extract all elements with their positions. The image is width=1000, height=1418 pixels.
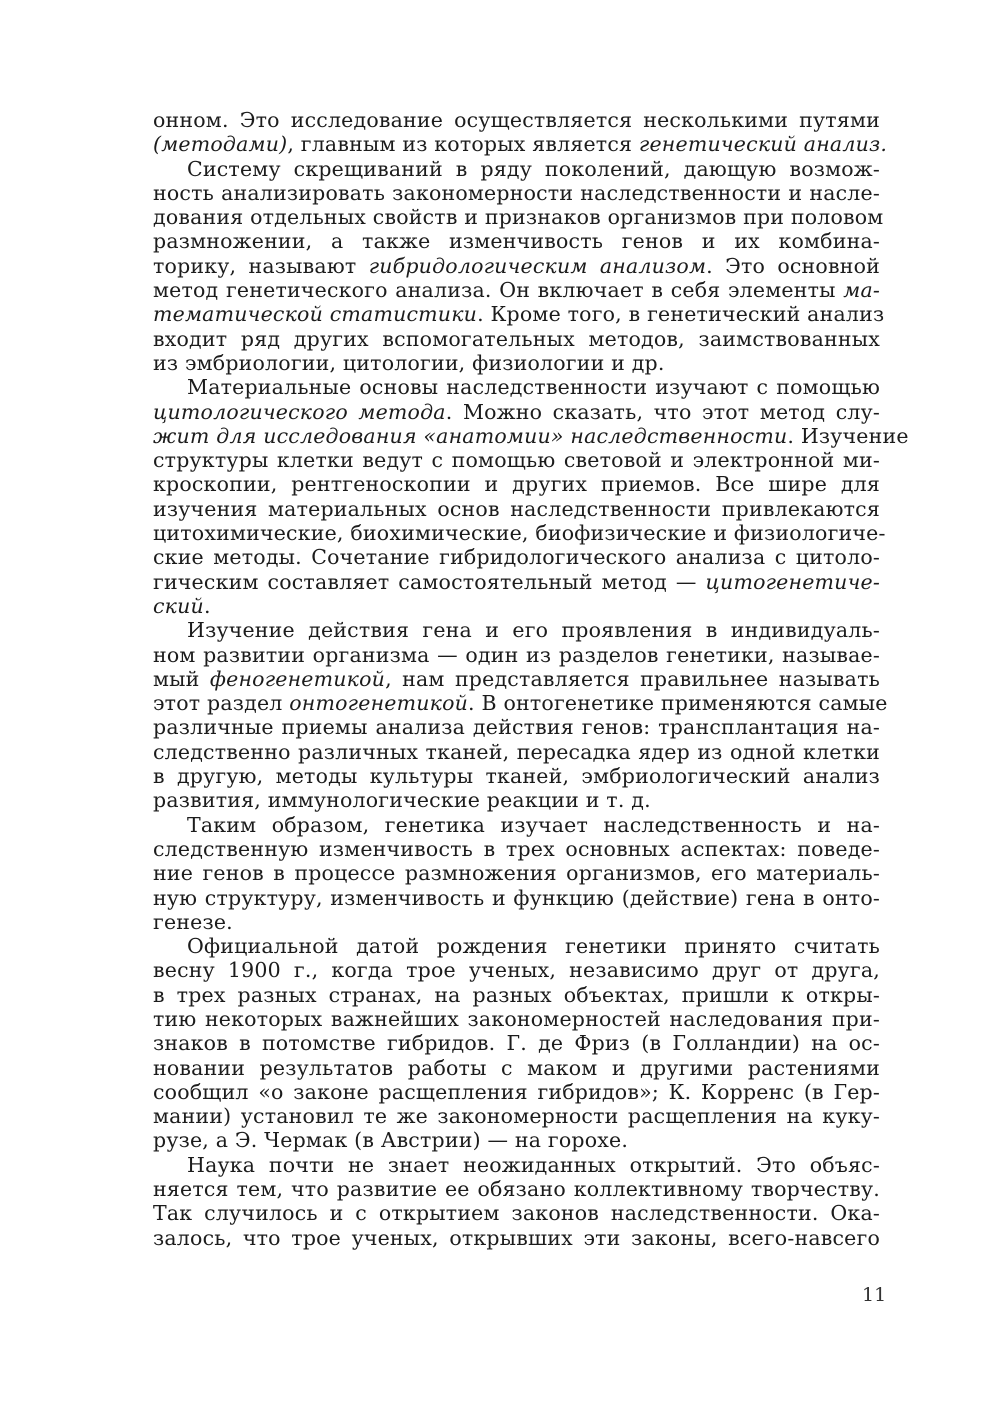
text-line xyxy=(153,108,880,132)
text-line xyxy=(153,861,880,885)
text-run: в другую, методы культуры тканей, эмбриологический анализ xyxy=(153,764,880,789)
text-run: входит ряд других вспомогательных методов, заимствованных xyxy=(153,326,880,351)
text-run: кроскопии, рентгеноскопии и других приемов. Все шире для xyxy=(153,472,880,497)
italic-term: жит для исследования «анатомии» наследственности xyxy=(153,423,788,448)
text-line xyxy=(153,521,886,546)
text-line xyxy=(153,643,880,667)
text-run: . В онтогенетике применяются самые xyxy=(468,691,888,716)
text-line xyxy=(153,472,880,496)
text-run: структуры клетки ведут с помощью световой и электронной ми- xyxy=(153,448,880,473)
text-line xyxy=(153,594,880,618)
text-line xyxy=(153,278,880,302)
text-line xyxy=(153,229,880,253)
text-line xyxy=(153,837,880,861)
text-line xyxy=(153,1201,880,1225)
text-line xyxy=(153,351,880,375)
text-run: мый xyxy=(153,666,210,691)
text-run: этот раздел xyxy=(153,691,290,716)
text-line xyxy=(153,423,909,448)
text-run: залось, что трое ученых, открывших эти законы, всего-навсего xyxy=(153,1225,880,1250)
text-run: ном развитии организма — один из разделов генетики, называе- xyxy=(153,642,880,667)
text-run: рузе, а Э. Чермак (в Австрии) — на горохе. xyxy=(153,1128,629,1153)
text-line xyxy=(153,375,880,399)
text-run: из эмбриологии, цитологии, физиологии и др. xyxy=(153,350,665,375)
text-line xyxy=(153,764,880,788)
text-run: Таким образом, генетика изучает наследственность и на- xyxy=(187,812,880,837)
text-run: размножении, а также изменчивость генов и их комбина- xyxy=(153,229,880,254)
text-run: . Кроме того, в генетический анализ xyxy=(477,302,885,327)
text-run: Систему скрещиваний в ряду поколений, дающую возмож- xyxy=(187,156,880,181)
text-run: дования отдельных свойств и признаков организмов при половом xyxy=(153,205,884,230)
italic-term: онтогенетикой xyxy=(289,691,469,716)
paragraph xyxy=(153,813,880,934)
text-line xyxy=(153,667,880,691)
text-run: Так случилось и с открытием законов наследственности. Ока- xyxy=(153,1201,880,1226)
text-run: Материальные основы наследственности изучают с помощью xyxy=(187,375,880,400)
text-run: ность анализировать закономерности наследственности и насле- xyxy=(153,180,880,205)
text-run: знаков в потомстве гибридов. Г. де Фриз (в Голландии) на ос- xyxy=(153,1031,880,1056)
text-run: изучения материальных основ наследственности привлекаются xyxy=(153,496,880,521)
text-run: цитохимические, биохимические, биофизические и физиологиче- xyxy=(153,521,886,546)
paragraph xyxy=(153,618,888,813)
text-run: мании) установил те же закономерности расщепления на куку- xyxy=(153,1104,880,1129)
text-run: гическим составляет самостоятельный метод — xyxy=(153,569,706,594)
text-line xyxy=(153,1080,880,1104)
text-run: сообщил «о законе расщепления гибридов»; К. Корренс (в Гер- xyxy=(153,1079,880,1104)
text-line xyxy=(153,1128,880,1152)
text-line xyxy=(153,886,880,910)
text-line xyxy=(153,302,885,327)
text-line xyxy=(153,570,880,594)
text-run: ние генов в процессе размножения организмов, его материаль- xyxy=(153,861,880,886)
text-run: . xyxy=(203,593,211,618)
text-run: весну 1900 г., когда трое ученых, независимо друг от друга, xyxy=(153,958,880,983)
text-line xyxy=(153,327,880,351)
italic-term: генетический анализ. xyxy=(638,132,888,157)
text-line xyxy=(153,1007,880,1031)
text-run: следственную изменчивость в трех основных аспектах: поведе- xyxy=(153,836,880,861)
text-run: развития, иммунологические реакции и т. д. xyxy=(153,788,651,813)
text-line xyxy=(153,788,880,812)
text-line xyxy=(153,497,880,521)
text-run: . Это основной xyxy=(706,253,880,278)
italic-term: тематической статистики xyxy=(153,302,478,327)
text-line xyxy=(153,205,884,230)
text-line xyxy=(153,545,880,569)
text-run: тию некоторых важнейших закономерностей наследования при- xyxy=(153,1006,880,1031)
main-text xyxy=(153,108,909,1250)
paragraph xyxy=(153,375,909,618)
text-line xyxy=(153,983,880,1007)
page-number: 11 xyxy=(862,1284,887,1306)
text-line xyxy=(153,254,880,278)
text-line xyxy=(153,1031,880,1055)
text-line xyxy=(153,132,888,157)
text-line xyxy=(153,691,888,716)
text-run: метод генетического анализа. Он включает в себя элементы xyxy=(153,278,844,303)
text-run: ную структуру, изменчивость и функцию (действие) гена в онто- xyxy=(153,885,880,910)
italic-term: цитологического метода xyxy=(153,399,446,424)
text-line xyxy=(153,1056,880,1080)
text-line xyxy=(153,181,880,205)
text-run: в трех разных странах, на разных объектах, пришли к откры- xyxy=(153,982,880,1007)
text-line xyxy=(153,157,880,181)
text-line xyxy=(153,1226,880,1250)
text-run: следственно различных тканей, пересадка ядер из одной клетки xyxy=(153,739,880,764)
text-line xyxy=(153,1104,880,1128)
text-run: торику, называют xyxy=(153,253,369,278)
text-line xyxy=(153,715,880,739)
text-line xyxy=(153,1153,880,1177)
text-run: няется тем, что развитие ее обязано коллективному творчеству. xyxy=(153,1177,880,1202)
text-run: , нам представляется правильнее называть xyxy=(385,666,880,691)
italic-term: гибридологическим анализом xyxy=(368,253,707,278)
italic-term: (методами) xyxy=(153,132,288,157)
text-run: Изучение действия гена и его проявления в индивидуаль- xyxy=(187,618,880,643)
text-line xyxy=(153,448,880,472)
text-line xyxy=(153,740,880,764)
italic-term: феногенетикой xyxy=(209,666,386,691)
text-run: генезе. xyxy=(153,909,233,934)
text-run: онном. Это исследование осуществляется несколькими путями xyxy=(153,108,880,132)
text-run: Наука почти не знает неожиданных открытий. Это объяс- xyxy=(187,1152,880,1177)
text-run: . Изучение xyxy=(787,423,909,448)
italic-term: цитогенетиче- xyxy=(705,569,880,594)
text-run: различные приемы анализа действия генов: трансплантация на- xyxy=(153,715,880,740)
paragraph xyxy=(153,108,888,157)
text-line xyxy=(153,1177,880,1201)
text-run: Официальной датой рождения генетики принято считать xyxy=(187,934,880,959)
text-run: , главным из которых является xyxy=(287,132,639,157)
text-run: . Можно сказать, что этот метод слу- xyxy=(445,399,880,424)
text-line xyxy=(153,618,880,642)
paragraph xyxy=(153,156,885,376)
paragraph xyxy=(153,1153,880,1250)
italic-term: ский xyxy=(153,593,204,618)
paragraph xyxy=(153,934,880,1153)
text-line xyxy=(153,934,880,958)
text-line xyxy=(153,400,880,424)
text-run: ские методы. Сочетание гибридологического анализа с цитоло- xyxy=(153,545,880,570)
text-run: новании результатов работы с маком и другими растениями xyxy=(153,1055,880,1080)
text-line xyxy=(153,958,880,982)
text-line xyxy=(153,813,880,837)
text-line xyxy=(153,910,880,934)
italic-term: ма- xyxy=(843,278,880,303)
